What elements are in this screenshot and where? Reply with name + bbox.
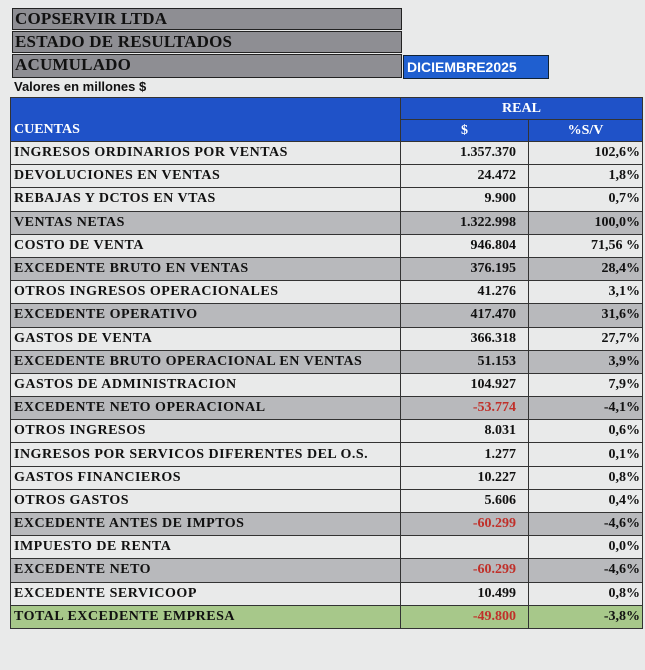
percent-cell: 27,7%	[529, 327, 643, 350]
percent-cell: -3,8%	[529, 605, 643, 628]
company-name: COPSERVIR LTDA	[12, 8, 402, 30]
accounts-header: CUENTAS	[11, 98, 401, 142]
percent-cell: 0,7%	[529, 188, 643, 211]
percent-cell: 0,0%	[529, 536, 643, 559]
account-label: TOTAL EXCEDENTE EMPRESA	[11, 605, 401, 628]
amount-cell: 8.031	[401, 420, 529, 443]
table-row	[11, 234, 643, 257]
account-label: GASTOS DE VENTA	[11, 327, 401, 350]
account-label: EXCEDENTE BRUTO OPERACIONAL EN VENTAS	[11, 350, 401, 373]
amount-cell: 366.318	[401, 327, 529, 350]
pct-header: %S/V	[529, 120, 643, 142]
table-row	[11, 536, 643, 559]
table-row	[11, 304, 643, 327]
table-row	[11, 513, 643, 536]
account-label: EXCEDENTE BRUTO EN VENTAS	[11, 257, 401, 280]
percent-cell: 3,9%	[529, 350, 643, 373]
account-label: EXCEDENTE NETO	[11, 559, 401, 582]
account-label: VENTAS NETAS	[11, 211, 401, 234]
real-header: REAL	[401, 98, 643, 120]
percent-cell: 71,56 %	[529, 234, 643, 257]
account-label: EXCEDENTE OPERATIVO	[11, 304, 401, 327]
table-row	[11, 443, 643, 466]
account-label: IMPUESTO DE RENTA	[11, 536, 401, 559]
percent-cell: 31,6%	[529, 304, 643, 327]
percent-cell: 100,0%	[529, 211, 643, 234]
amount-cell: 417.470	[401, 304, 529, 327]
amount-cell: 24.472	[401, 165, 529, 188]
table-row	[11, 466, 643, 489]
table-row	[11, 582, 643, 605]
account-label: INGRESOS POR SERVICOS DIFERENTES DEL O.S.	[11, 443, 401, 466]
table-row	[11, 489, 643, 512]
amount-cell: 376.195	[401, 257, 529, 280]
value-header: $	[401, 120, 529, 142]
account-label: GASTOS DE ADMINISTRACION	[11, 373, 401, 396]
percent-cell: 0,1%	[529, 443, 643, 466]
amount-cell: 41.276	[401, 281, 529, 304]
percent-cell: 3,1%	[529, 281, 643, 304]
percent-cell: 0,8%	[529, 582, 643, 605]
percent-cell: -4,6%	[529, 559, 643, 582]
percent-cell: 7,9%	[529, 373, 643, 396]
percent-cell: -4,6%	[529, 513, 643, 536]
percent-cell: -4,1%	[529, 397, 643, 420]
account-label: OTROS INGRESOS OPERACIONALES	[11, 281, 401, 304]
table-row	[11, 420, 643, 443]
amount-cell: -60.299	[401, 513, 529, 536]
report-scope: ACUMULADO	[12, 54, 402, 78]
percent-cell: 102,6%	[529, 142, 643, 165]
amount-cell: -60.299	[401, 559, 529, 582]
table-row	[11, 327, 643, 350]
table-row	[11, 605, 643, 628]
units-note: Valores en millones $	[14, 79, 147, 94]
account-label: REBAJAS Y DCTOS EN VTAS	[11, 188, 401, 211]
amount-cell: 1.322.998	[401, 211, 529, 234]
account-label: EXCEDENTE NETO OPERACIONAL	[11, 397, 401, 420]
percent-cell: 0,4%	[529, 489, 643, 512]
account-label: OTROS INGRESOS	[11, 420, 401, 443]
amount-cell: 51.153	[401, 350, 529, 373]
amount-cell: 1.277	[401, 443, 529, 466]
amount-cell: -53.774	[401, 397, 529, 420]
table-row	[11, 397, 643, 420]
amount-cell: 10.227	[401, 466, 529, 489]
period-cell: DICIEMBRE2025	[403, 55, 549, 79]
account-label: GASTOS FINANCIEROS	[11, 466, 401, 489]
amount-cell: -49.800	[401, 605, 529, 628]
table-row	[11, 373, 643, 396]
amount-cell: 5.606	[401, 489, 529, 512]
account-label: OTROS GASTOS	[11, 489, 401, 512]
table-row	[11, 350, 643, 373]
account-label: DEVOLUCIONES EN VENTAS	[11, 165, 401, 188]
income-statement-table	[10, 97, 643, 629]
table-row	[11, 211, 643, 234]
amount-cell	[401, 536, 529, 559]
percent-cell: 1,8%	[529, 165, 643, 188]
table-row	[11, 257, 643, 280]
table-row	[11, 559, 643, 582]
table-row	[11, 188, 643, 211]
table-row	[11, 142, 643, 165]
report-title: ESTADO DE RESULTADOS	[12, 31, 402, 53]
amount-cell: 1.357.370	[401, 142, 529, 165]
amount-cell: 946.804	[401, 234, 529, 257]
percent-cell: 0,6%	[529, 420, 643, 443]
account-label: EXCEDENTE SERVICOOP	[11, 582, 401, 605]
amount-cell: 9.900	[401, 188, 529, 211]
table-row	[11, 281, 643, 304]
percent-cell: 28,4%	[529, 257, 643, 280]
account-label: COSTO DE VENTA	[11, 234, 401, 257]
percent-cell: 0,8%	[529, 466, 643, 489]
amount-cell: 104.927	[401, 373, 529, 396]
account-label: INGRESOS ORDINARIOS POR VENTAS	[11, 142, 401, 165]
account-label: EXCEDENTE ANTES DE IMPTOS	[11, 513, 401, 536]
table-row	[11, 165, 643, 188]
amount-cell: 10.499	[401, 582, 529, 605]
